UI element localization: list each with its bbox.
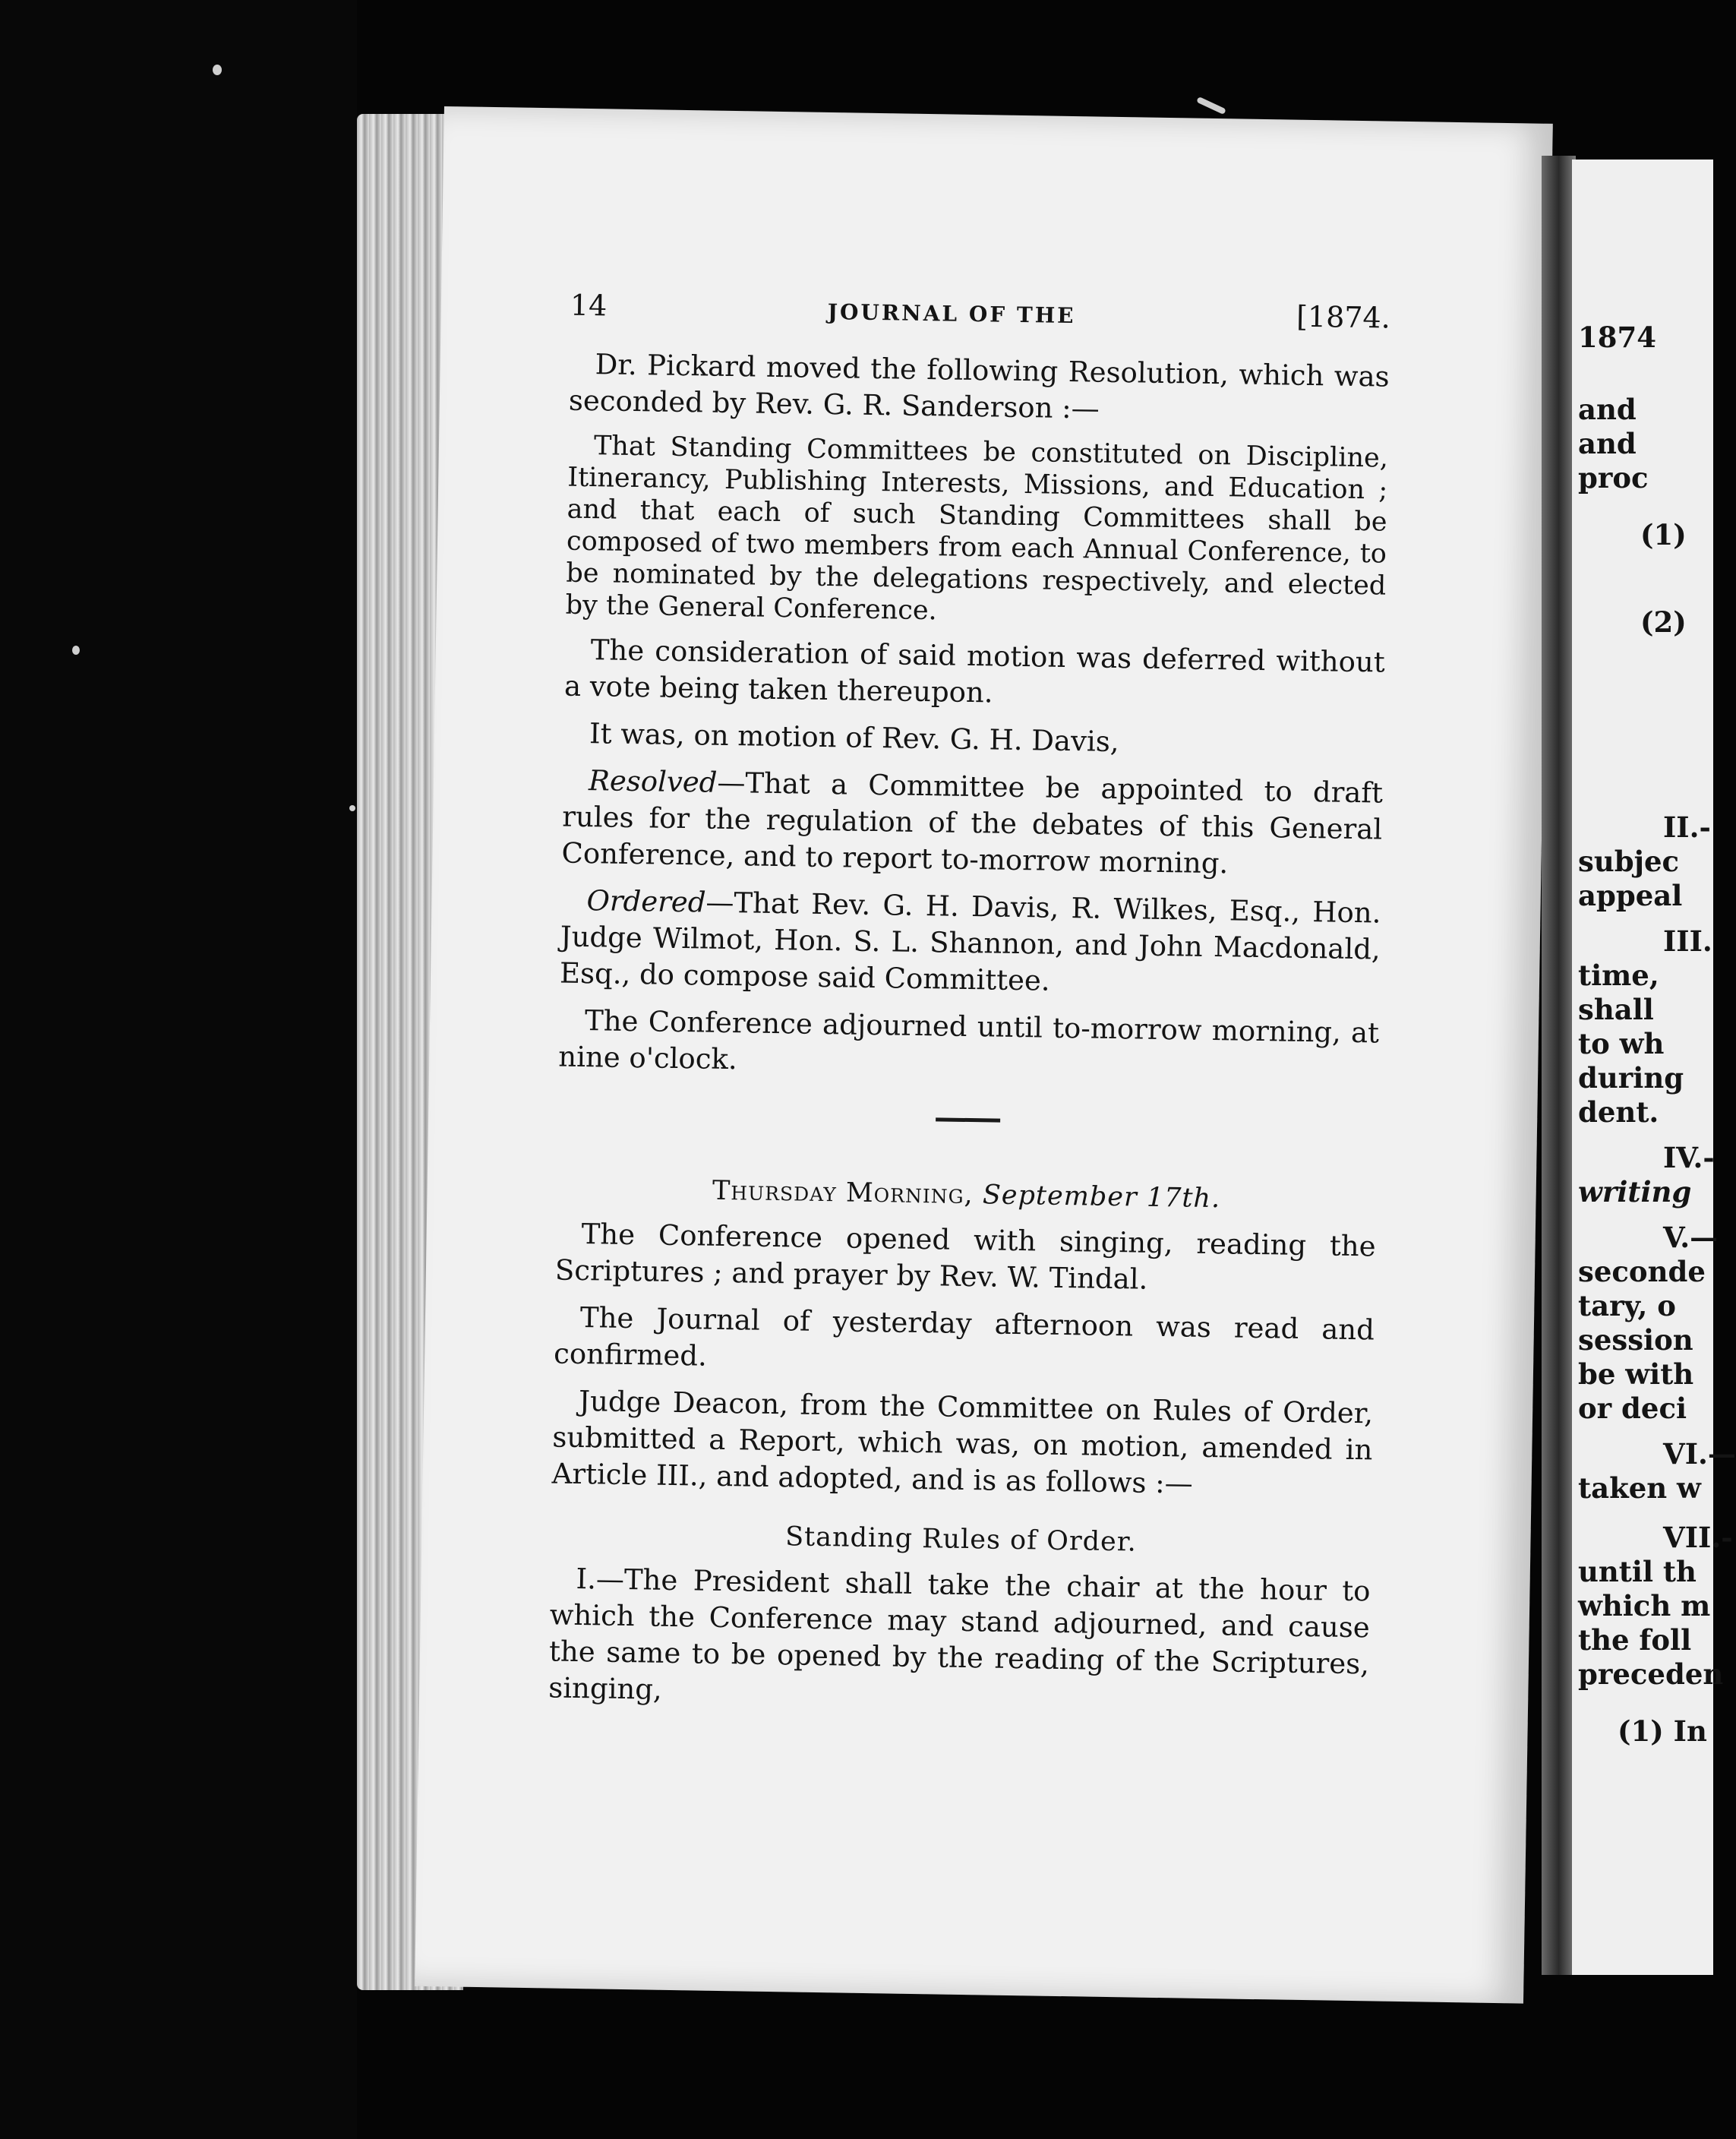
facing-line: which m — [1578, 1589, 1711, 1622]
facing-line: subjec — [1578, 845, 1680, 878]
paragraph-rule-one: I.—The President shall take the chair at the hour to which the Conference may stand adjourned, and cause the same to be opened by the reading of the Scriptures, singing, — [548, 1562, 1371, 1706]
facing-line: or deci — [1578, 1392, 1687, 1425]
book-gutter — [1542, 156, 1576, 1975]
facing-line: be with — [1578, 1357, 1694, 1391]
facing-line: session — [1578, 1323, 1693, 1357]
facing-line: preceden — [1578, 1657, 1724, 1691]
facing-line: appeal — [1578, 879, 1683, 912]
scan-speck — [349, 805, 355, 811]
running-title: JOURNAL OF THE — [827, 299, 1076, 329]
facing-line: dent. — [1578, 1095, 1659, 1129]
paragraph-motion-davis: It was, on motion of Rev. G. H. Davis, — [589, 717, 1119, 759]
facing-line: the foll — [1578, 1623, 1692, 1657]
page-text-block — [548, 287, 1390, 1730]
facing-line: VII.- — [1663, 1521, 1733, 1554]
session-heading — [556, 1170, 1377, 1219]
facing-line: tary, o — [1578, 1289, 1676, 1322]
paragraph-deferred: The consideration of said motion was deferred without a vote being taken thereupon. — [563, 633, 1385, 709]
scan-speck — [213, 65, 222, 75]
paragraph-resolution-text: That Standing Committees be constituted on Discipline, Itinerancy, Publishing Interests, Missions, and Education ; and that each of such Standing Committees shall be composed of two members from each Annual Conference, to be nominated by the delegations respectively, and elected by the General Conference. — [565, 431, 1389, 627]
paragraph-deacon-report: Judge Deacon, from the Committee on Rules of Order, submitted a Report, which was, on motion, amended in Article III., and adopted, and is as follows :— — [551, 1384, 1374, 1500]
running-year: [1874. — [1296, 299, 1391, 335]
facing-line: seconde — [1578, 1255, 1706, 1288]
scan-speck — [1196, 96, 1226, 115]
facing-line: writing — [1578, 1175, 1692, 1209]
ordered-text: —That Rev. G. H. Davis, R. Wilkes, Esq., Hon. Judge Wilmot, Hon. S. L. Shannon, and John Macdonald, Esq., do compose said Committee. — [559, 886, 1381, 997]
page-number: 14 — [570, 288, 608, 323]
facing-line: and — [1578, 393, 1637, 426]
book-page — [415, 106, 1553, 2004]
paragraph-motion: Dr. Pickard moved the following Resolution, which was seconded by Rev. G. R. Sanderson :— — [568, 348, 1390, 425]
paragraph-opening: The Conference opened with singing, reading the Scriptures ; and prayer by Rev. W. Tindal. — [554, 1218, 1376, 1296]
facing-line: during — [1578, 1061, 1684, 1095]
facing-line: shall — [1578, 993, 1654, 1026]
facing-line: III. — [1663, 924, 1712, 958]
facing-line: VI.— — [1663, 1437, 1736, 1471]
facing-line: IV.- — [1663, 1141, 1715, 1174]
facing-line: time, — [1578, 959, 1659, 992]
rules-heading: Standing Rules of Order. — [784, 1521, 1138, 1558]
facing-line: until th — [1578, 1555, 1697, 1588]
facing-line: (1) In — [1618, 1714, 1707, 1748]
session-day: Thursday Morning, — [712, 1175, 974, 1211]
scan-speck — [72, 646, 80, 655]
running-head — [570, 287, 1390, 353]
facing-line: proc — [1578, 461, 1649, 494]
paragraph-adjourned: The Conference adjourned until to-morrow morning, at nine o'clock. — [558, 1004, 1380, 1076]
paragraph-ordered — [560, 883, 1381, 1005]
facing-line: (2) — [1640, 605, 1687, 639]
resolved-label: Resolved — [588, 764, 718, 799]
facing-line: II.- — [1663, 810, 1711, 844]
facing-page — [1572, 160, 1736, 1975]
resolved-text: —That a Committee be appointed to draft rules for the regulation of the debates of this General Conference, and to report to-morrow morning. — [561, 766, 1384, 880]
facing-line: to wh — [1578, 1027, 1665, 1060]
facing-line: taken w — [1578, 1471, 1701, 1505]
paragraph-journal-read: The Journal of yesterday afternoon was read and confirmed. — [553, 1301, 1375, 1373]
section-divider — [936, 1117, 1000, 1122]
facing-line: V.— — [1663, 1221, 1719, 1254]
facing-line: 1874 — [1578, 321, 1656, 354]
ordered-label: Ordered — [586, 884, 706, 919]
scan-background — [0, 0, 357, 2139]
facing-line: (1) — [1640, 518, 1687, 551]
paragraph-resolved — [561, 763, 1383, 885]
session-date: September 17th. — [982, 1180, 1221, 1215]
facing-line: and — [1578, 427, 1637, 460]
